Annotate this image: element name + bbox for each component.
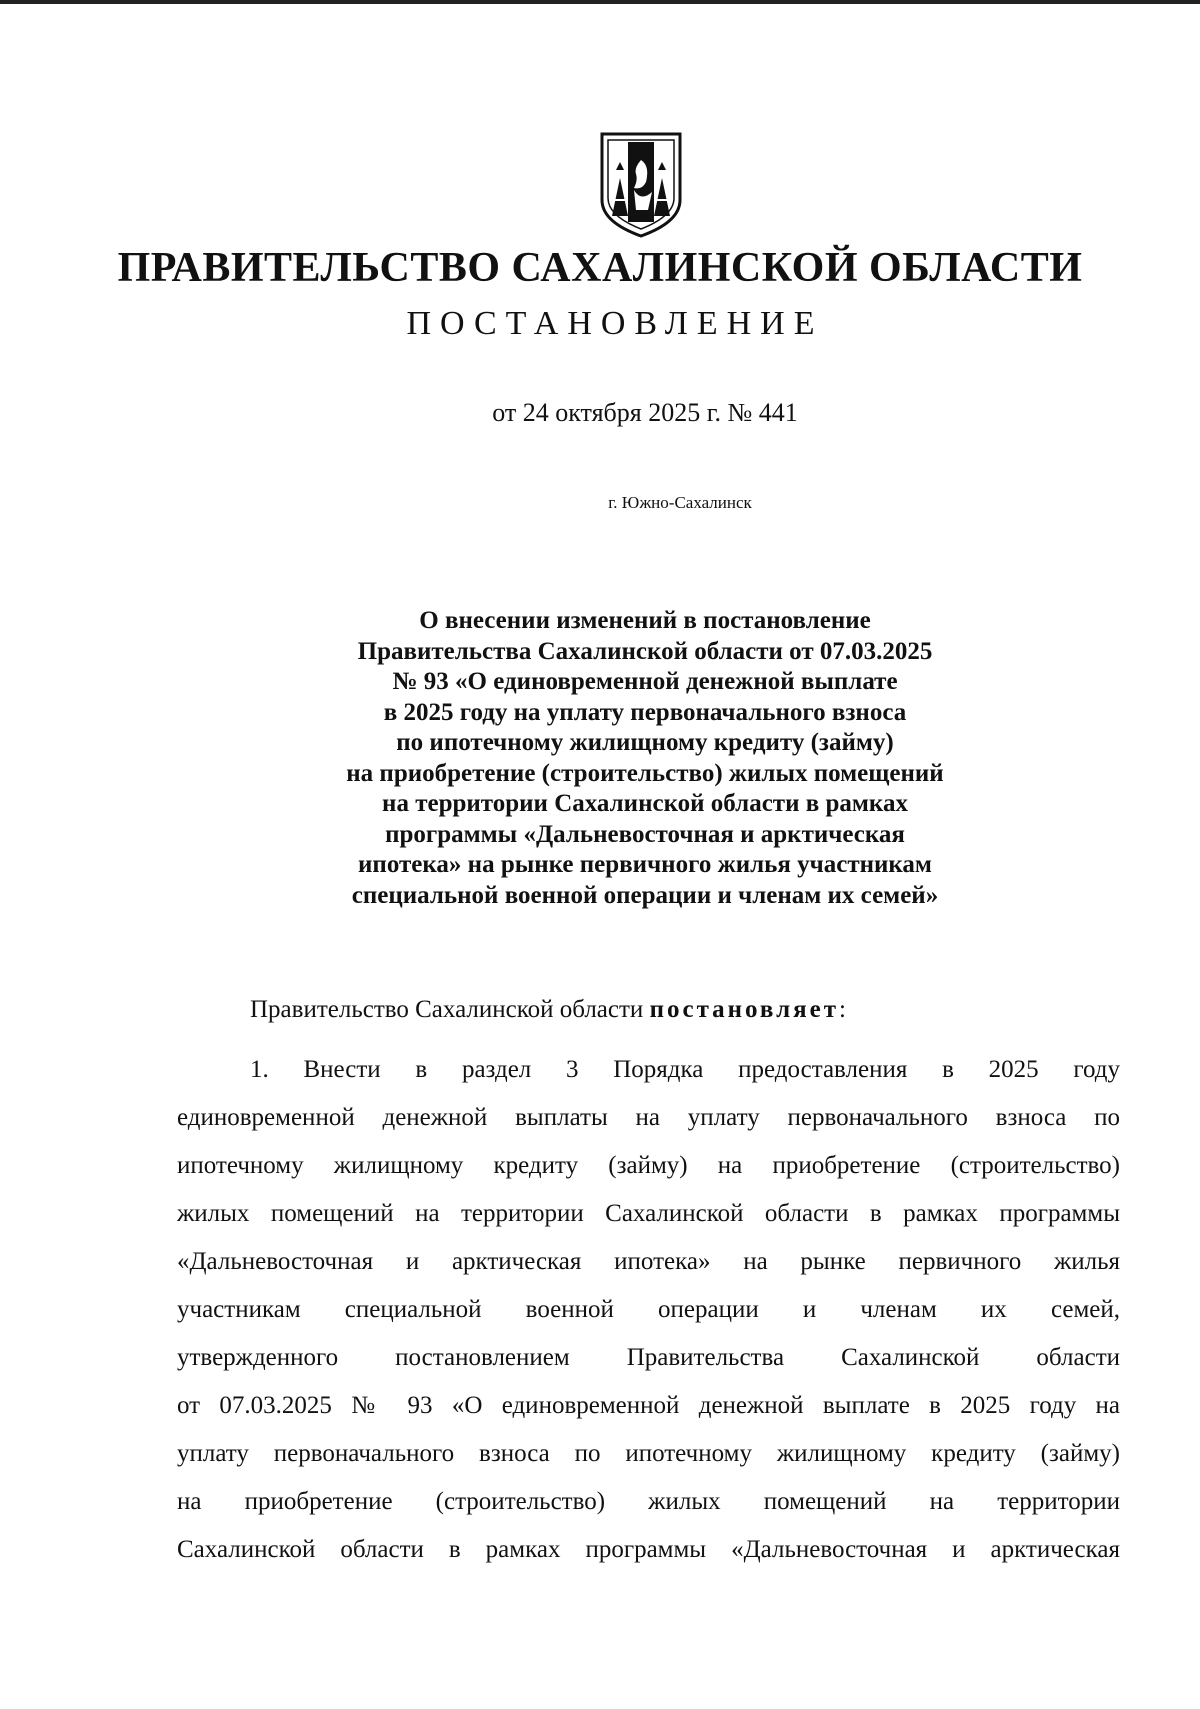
body-line: «Дальневосточная и арктическая ипотека» на рынке первичного жилья bbox=[177, 1248, 1120, 1275]
subject-line: Правительства Сахалинской области от 07.03.2025 bbox=[357, 637, 933, 665]
document-date-number: от 24 октября 2025 г. № 441 bbox=[492, 398, 798, 427]
subject-line: О внесении изменений в постановление bbox=[419, 607, 871, 634]
subject-line: на приобретение (строительство) жилых помещений bbox=[346, 759, 944, 787]
body-line: участникам специальной военной операции и членам их семей, bbox=[177, 1296, 1120, 1323]
body-line: уплату первоначального взноса по ипотечному жилищному кредиту (займу) bbox=[177, 1440, 1120, 1467]
government-title: ПРАВИТЕЛЬСТВО САХАЛИНСКОЙ ОБЛАСТИ bbox=[117, 245, 1083, 291]
subject-line: № 93 «О единовременной денежной выплате bbox=[392, 668, 898, 695]
document-type: ПОСТАНОВЛЕНИЕ bbox=[406, 305, 824, 342]
decree-intro: Правительство Сахалинской области bbox=[250, 996, 650, 1023]
subject-line: на территории Сахалинской области в рамках bbox=[382, 790, 908, 817]
body-line: утвержденного постановлением Правительства Сахалинской области bbox=[177, 1344, 1120, 1371]
subject-line: программы «Дальневосточная и арктическая bbox=[385, 820, 905, 848]
coat-of-arms-icon bbox=[598, 130, 684, 238]
subject-line: специальной военной операции и членам их семей» bbox=[351, 881, 939, 909]
body-line: жилых помещений на территории Сахалинской области в рамках программы bbox=[177, 1200, 1120, 1227]
body-line: 1. Внести в раздел 3 Порядка предоставления в 2025 году bbox=[250, 1056, 1120, 1083]
decree-verb: постановляет bbox=[649, 996, 840, 1023]
body-line: ипотечному жилищному кредиту (займу) на приобретение (строительство) bbox=[177, 1152, 1120, 1179]
body-line: на приобретение (строительство) жилых помещений на территории bbox=[177, 1488, 1120, 1515]
document-subject bbox=[0, 606, 1200, 911]
scan-edge bbox=[0, 0, 1200, 4]
body-line: единовременной денежной выплаты на уплату первоначального взноса по bbox=[177, 1104, 1120, 1131]
decree-colon: : bbox=[839, 996, 846, 1023]
issue-city: г. Южно-Сахалинск bbox=[608, 493, 752, 512]
body-line: от 07.03.2025 № 93 «О единовременной денежной выплате в 2025 году на bbox=[177, 1392, 1120, 1419]
subject-line: ипотека» на рынке первичного жилья участникам bbox=[358, 851, 932, 878]
body-line: Сахалинской области в рамках программы «Дальневосточная и арктическая bbox=[177, 1536, 1120, 1563]
subject-line: в 2025 году на уплату первоначального взноса bbox=[383, 698, 907, 726]
body-paragraph bbox=[177, 1046, 1120, 1574]
subject-line: по ипотечному жилищному кредиту (займу) bbox=[396, 729, 894, 756]
decree-clause bbox=[250, 993, 846, 1027]
